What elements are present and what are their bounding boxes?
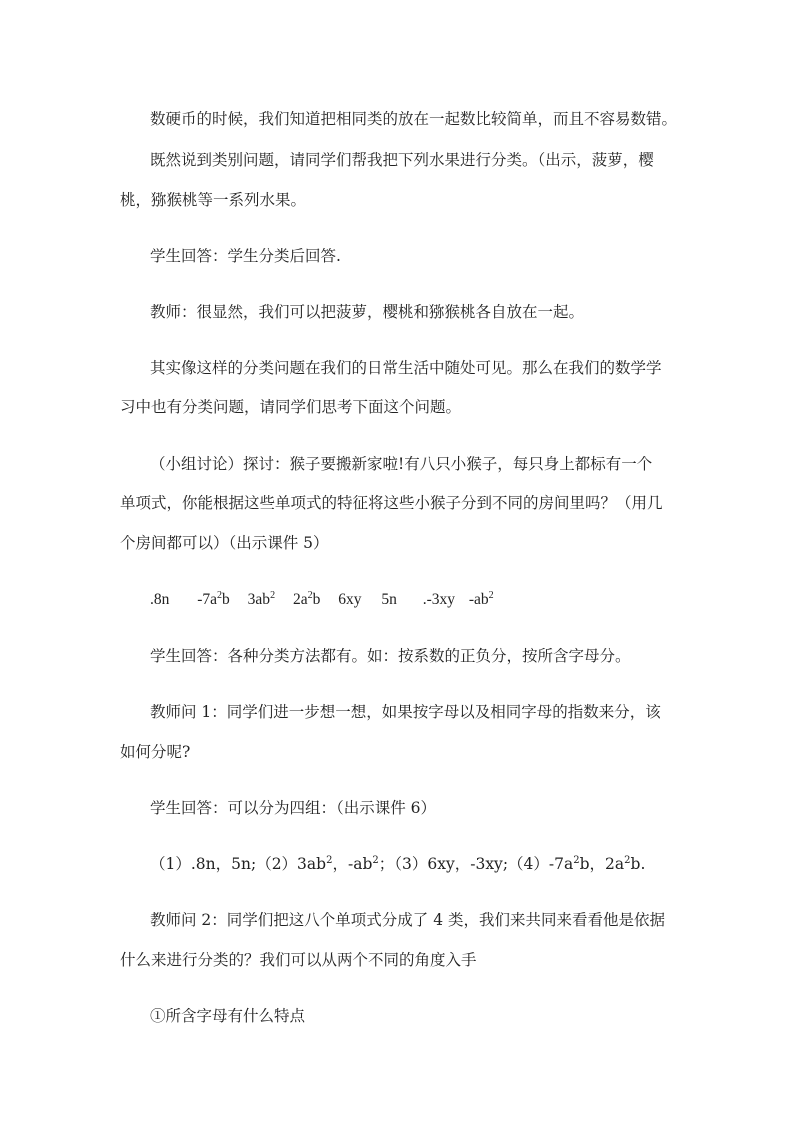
paragraph-group-discussion-line-3: 个房间都可以）（出示课件 5） [120, 534, 329, 552]
paragraph-group-discussion-line-1: （小组讨论）探讨：猴子要搬新家啦!有八只小猴子，每只身上都标有一个 [150, 455, 653, 473]
monomial-term: .8n [150, 591, 170, 608]
monomial-groups: （1）.8n，$5n;(2)3ab^2$，$-ab^2$；（3）6xy，$-3xy;(4)-7a^2b$，$2a^2b$. [150, 855, 646, 873]
paragraph-coin-counting: 数硬币的时候，我们知道把相同类的放在一起数比较简单，而且不容易数错。 [150, 110, 678, 128]
paragraph-teacher-question-2-line-1: 教师问 2：同学们把这八个单项式分成了 4 类，我们来共同来看看他是依据 [150, 911, 666, 929]
paragraph-everyday-classification-line-2: 习中也有分类问题，请同学们思考下面这个问题。 [120, 398, 462, 416]
monomial-term: $-ab^2$ [468, 590, 494, 608]
monomial-term: $3ab^2$ [247, 590, 276, 608]
monomial-term: 5n [381, 591, 397, 608]
monomial-term: 6xy [338, 591, 362, 608]
paragraph-teacher-question-1-line-2: 如何分呢? [120, 743, 191, 761]
paragraph-fruit-classification-line-2: 桃，猕猴桃等一系列水果。 [120, 191, 307, 209]
paragraph-student-answer-3: 学生回答：可以分为四组：（出示课件 6） [150, 799, 437, 817]
paragraph-teacher-question-2-line-2: 什么来进行分类的？我们可以从两个不同的角度入手 [120, 951, 477, 969]
paragraph-everyday-classification-line-1: 其实像这样的分类问题在我们的日常生活中随处可见。那么在我们的数学学 [150, 359, 662, 377]
list-item-letter-features: ①所含字母有什么特点 [150, 1007, 306, 1025]
paragraph-fruit-classification-line-1: 既然说到类别问题，请同学们帮我把下列水果进行分类。（出示，菠萝，樱 [150, 151, 654, 169]
paragraph-teacher-question-1-line-1: 教师问 1：同学们进一步想一想，如果按字母以及相同字母的指数来分，该 [150, 703, 661, 721]
paragraph-student-answer-2: 学生回答：各种分类方法都有。如：按系数的正负分，按所含字母分。 [150, 647, 631, 665]
paragraph-teacher-remark: 教师：很显然，我们可以把菠萝，樱桃和猕猴桃各自放在一起。 [150, 303, 585, 321]
monomial-term: $2a^2b$ [292, 590, 321, 608]
monomial-term: $-7a^2b$ [197, 590, 230, 608]
paragraph-group-discussion-line-2: 单项式，你能根据这些单项式的特征将这些小猴子分到不同的房间里吗？（用几 [120, 494, 663, 512]
paragraph-student-answer-1: 学生回答：学生分类后回答. [150, 247, 341, 265]
monomial-term: .-3xy [422, 591, 455, 608]
monomial-list [150, 590, 494, 610]
